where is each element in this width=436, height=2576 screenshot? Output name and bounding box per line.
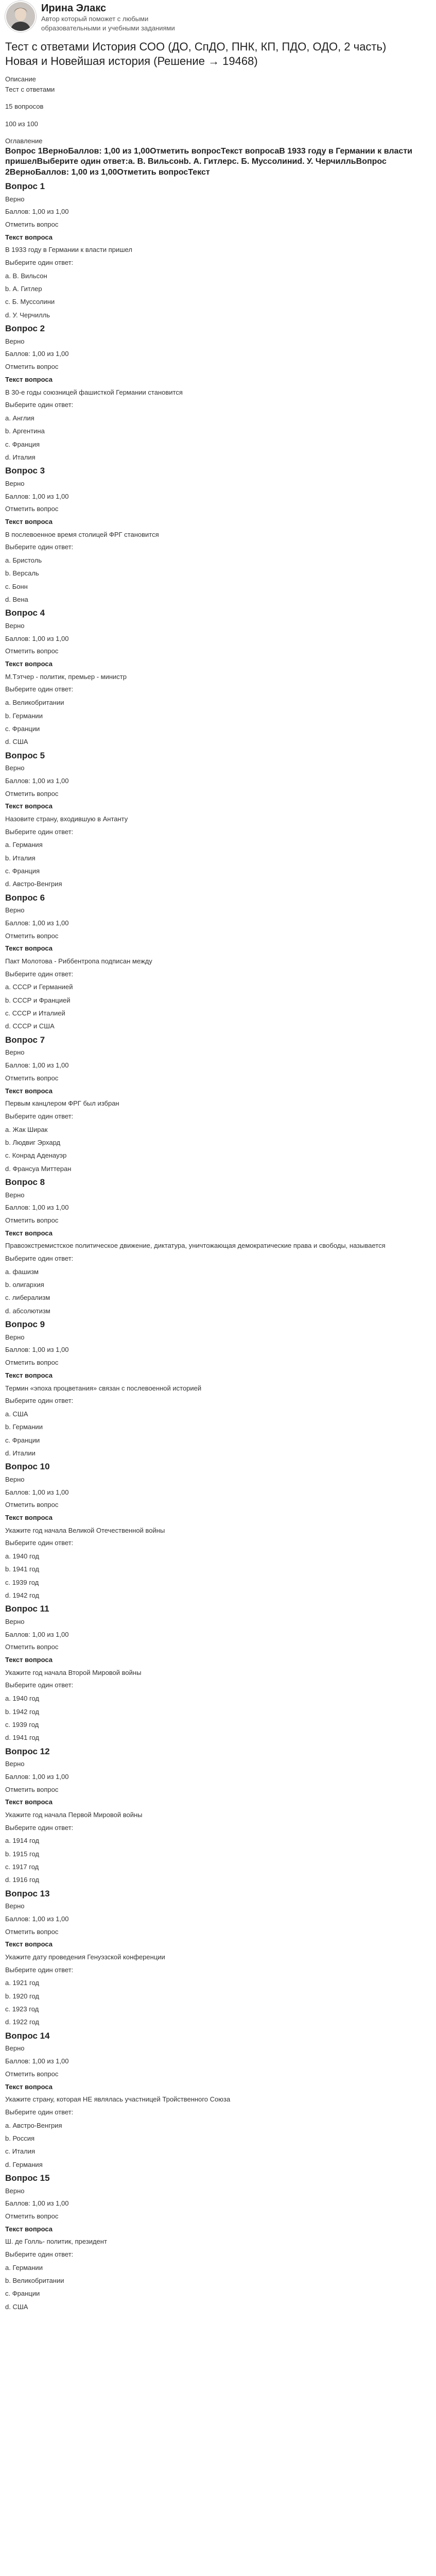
answer-option: d. США bbox=[5, 738, 28, 746]
answer-option: c. Франция bbox=[5, 867, 40, 875]
answer-option: c. Конрад Аденауэр bbox=[5, 1151, 67, 1160]
question-block bbox=[5, 607, 421, 748]
answer-list bbox=[5, 1408, 421, 1460]
flag-question-button[interactable]: Отметить вопрос bbox=[5, 789, 59, 798]
question-title: Вопрос 14 bbox=[5, 2030, 50, 2041]
flag-question-link bbox=[5, 218, 421, 231]
answer-option: b. 1942 год bbox=[5, 1707, 39, 1716]
answer-list bbox=[5, 2261, 421, 2313]
question-title: Вопрос 13 bbox=[5, 1888, 50, 1899]
question-title: Вопрос 3 bbox=[5, 466, 45, 476]
question-title: Вопрос 4 bbox=[5, 608, 45, 618]
question-text-label: Текст вопроса bbox=[5, 944, 53, 953]
answer-option: b. Версаль bbox=[5, 569, 39, 578]
question-status: Верно bbox=[5, 2044, 25, 2053]
answer-option: c. 1939 год bbox=[5, 1720, 39, 1728]
flag-question-button[interactable]: Отметить вопрос bbox=[5, 2212, 59, 2220]
answer-option: b. 1941 год bbox=[5, 1565, 39, 1573]
answer-option: d. У. Черчилль bbox=[5, 311, 50, 319]
answer-option: c. Франция bbox=[5, 440, 40, 448]
question-status: Верно bbox=[5, 479, 25, 487]
answer-option: b. 1920 год bbox=[5, 1992, 39, 2000]
question-block bbox=[5, 892, 421, 1033]
question-points: Баллов: 1,00 из 1,00 bbox=[5, 1772, 69, 1781]
question-text: М.Тэтчер - политик, премьер - министр bbox=[5, 672, 127, 681]
choose-one-label: Выберите один ответ: bbox=[5, 1965, 74, 1974]
question-text-label: Текст вопроса bbox=[5, 2225, 53, 2233]
answer-option: c. Б. Муссолини bbox=[5, 298, 55, 306]
answer-option: b. Германии bbox=[5, 1423, 43, 1431]
answer-option: d. 1916 год bbox=[5, 1876, 39, 1884]
question-points: Баллов: 1,00 из 1,00 bbox=[5, 1488, 69, 1496]
question-text-label: Текст вопроса bbox=[5, 1229, 53, 1237]
question-title: Вопрос 6 bbox=[5, 892, 45, 903]
question-text-label: Текст вопроса bbox=[5, 802, 53, 810]
answer-option: a. В. Вильсон bbox=[5, 272, 47, 280]
score-value: 100 из 100 bbox=[5, 120, 38, 128]
question-text: Ш. де Голль- политик, президент bbox=[5, 2238, 107, 2246]
answer-option: a. Англия bbox=[5, 414, 34, 422]
flag-question-link bbox=[5, 361, 421, 374]
answer-list bbox=[5, 2119, 421, 2171]
answer-option: d. абсолютизм bbox=[5, 1307, 50, 1315]
question-title: Вопрос 11 bbox=[5, 1604, 49, 1614]
question-points: Баллов: 1,00 из 1,00 bbox=[5, 350, 69, 358]
answer-option: a. Великобритании bbox=[5, 699, 64, 707]
answer-option: a. 1914 год bbox=[5, 1837, 39, 1845]
answer-option: c. либерализм bbox=[5, 1294, 50, 1302]
answer-option: c. СССР и Италией bbox=[5, 1009, 65, 1018]
choose-one-label: Выберите один ответ: bbox=[5, 1823, 74, 1832]
question-title: Вопрос 15 bbox=[5, 2173, 50, 2183]
answer-option: c. Франции bbox=[5, 1436, 40, 1444]
question-status: Верно bbox=[5, 1902, 25, 1910]
answer-option: d. Австро-Венгрия bbox=[5, 880, 62, 888]
answer-option: a. фашизм bbox=[5, 1267, 39, 1276]
question-status: Верно bbox=[5, 1048, 25, 1057]
question-points: Баллов: 1,00 из 1,00 bbox=[5, 634, 69, 642]
answer-option: a. СССР и Германией bbox=[5, 983, 73, 991]
question-text-label: Текст вопроса bbox=[5, 1513, 53, 1521]
question-title: Вопрос 5 bbox=[5, 750, 45, 760]
flag-question-link bbox=[5, 1784, 421, 1797]
author-avatar[interactable] bbox=[5, 1, 36, 32]
answer-option: a. США bbox=[5, 1410, 28, 1418]
question-text: Укажите страну, которая НЕ являлась участницей Тройственного Союза bbox=[5, 2095, 231, 2104]
flag-question-link bbox=[5, 1214, 421, 1227]
answer-option: d. Франсуа Миттеран bbox=[5, 1164, 72, 1173]
answer-list bbox=[5, 1976, 421, 2028]
page-title: Тест с ответами История СОО (ДО, СпДО, ПНК, КП, ПДО, ОДО, 2 часть) Новая и Новейшая история (Решение → 19468) bbox=[5, 40, 387, 67]
question-title: Вопрос 7 bbox=[5, 1035, 45, 1045]
answer-option: b. СССР и Францией bbox=[5, 996, 71, 1004]
question-status: Верно bbox=[5, 1475, 25, 1483]
question-block bbox=[5, 1888, 421, 2029]
answer-list bbox=[5, 1834, 421, 1886]
question-block bbox=[5, 323, 421, 464]
flag-question-button[interactable]: Отметить вопрос bbox=[5, 2070, 59, 2078]
question-text: Термин «эпоха процветания» связан с послевоенной историей bbox=[5, 1384, 202, 1392]
question-text: Укажите год начала Второй Мировой войны bbox=[5, 1668, 142, 1676]
question-status: Верно bbox=[5, 906, 25, 914]
question-status: Верно bbox=[5, 1191, 25, 1199]
question-block bbox=[5, 750, 421, 891]
answer-option: c. Бонн bbox=[5, 582, 28, 590]
question-points: Баллов: 1,00 из 1,00 bbox=[5, 492, 69, 500]
flag-question-link bbox=[5, 1641, 421, 1654]
answer-option: a. Жак Ширак bbox=[5, 1125, 48, 1133]
toc-text: Вопрос 1ВерноБаллов: 1,00 из 1,00Отметить вопросТекст вопросаВ 1933 году в Германии к власти пришелВыберите один ответ:a. В. Вильсонb. А. Гитлерc. Б. Муссолиниd. У. ЧерчилльВопрос 2ВерноБаллов: 1,00 из 1,00Отметить вопросТекст bbox=[5, 146, 412, 177]
question-text-label: Текст вопроса bbox=[5, 375, 53, 383]
choose-one-label: Выберите один ответ: bbox=[5, 2108, 74, 2116]
answer-list bbox=[5, 696, 421, 748]
question-block bbox=[5, 1318, 421, 1460]
question-text: Укажите год начала Великой Отечественной войны bbox=[5, 1526, 165, 1534]
question-text-label: Текст вопроса bbox=[5, 660, 53, 668]
answer-option: c. 1939 год bbox=[5, 1578, 39, 1586]
answer-option: a. Германия bbox=[5, 841, 43, 849]
question-text: Укажите год начала Первой Мировой войны bbox=[5, 1810, 143, 1819]
choose-one-label: Выберите один ответ: bbox=[5, 827, 74, 836]
answer-list bbox=[5, 1123, 421, 1175]
answer-list bbox=[5, 412, 421, 464]
question-text-label: Текст вопроса bbox=[5, 1940, 53, 1948]
question-text-label: Текст вопроса bbox=[5, 1656, 53, 1664]
answer-option: d. 1922 год bbox=[5, 2018, 39, 2026]
question-status: Верно bbox=[5, 1333, 25, 1341]
author-description: Автор который поможет с любыми образовательными и учебными заданиями bbox=[41, 15, 175, 32]
flag-question-link bbox=[5, 1926, 421, 1939]
answer-option: a. Германии bbox=[5, 2263, 43, 2272]
question-text: В послевоенное время столицей ФРГ становится bbox=[5, 530, 159, 538]
choose-one-label: Выберите один ответ: bbox=[5, 543, 74, 551]
question-block bbox=[5, 1745, 421, 1887]
answer-option: c. Франции bbox=[5, 2290, 40, 2298]
answer-list bbox=[5, 980, 421, 1032]
question-points: Баллов: 1,00 из 1,00 bbox=[5, 2199, 69, 2208]
answer-option: d. 1942 год bbox=[5, 1591, 39, 1600]
flag-question-button[interactable]: Отметить вопрос bbox=[5, 1359, 59, 1367]
question-points: Баллов: 1,00 из 1,00 bbox=[5, 919, 69, 927]
answer-option: b. 1915 год bbox=[5, 1850, 39, 1858]
flag-question-link bbox=[5, 2210, 421, 2223]
question-text-label: Текст вопроса bbox=[5, 233, 53, 241]
answer-option: b. Великобритании bbox=[5, 2277, 64, 2285]
question-text-label: Текст вопроса bbox=[5, 1798, 53, 1806]
answer-option: b. Германии bbox=[5, 711, 43, 720]
question-text: В 1933 году в Германии к власти пришел bbox=[5, 246, 132, 254]
answer-option: a. Бристоль bbox=[5, 556, 42, 565]
flag-question-button[interactable]: Отметить вопрос bbox=[5, 1501, 59, 1509]
question-title: Вопрос 8 bbox=[5, 1177, 45, 1187]
description-label: Описание bbox=[5, 75, 36, 83]
answer-option: b. Россия bbox=[5, 2134, 35, 2142]
question-status: Верно bbox=[5, 337, 25, 345]
question-status: Верно bbox=[5, 764, 25, 772]
answer-option: d. Вена bbox=[5, 596, 28, 604]
question-status: Верно bbox=[5, 2187, 25, 2195]
flag-question-button[interactable]: Отметить вопрос bbox=[5, 363, 59, 371]
flag-question-link bbox=[5, 2068, 421, 2081]
question-block bbox=[5, 1603, 421, 1744]
choose-one-label: Выберите один ответ: bbox=[5, 685, 74, 693]
answer-option: d. СССР и США bbox=[5, 1022, 55, 1030]
question-block bbox=[5, 1461, 421, 1602]
answer-option: d. Германия bbox=[5, 2160, 43, 2168]
choose-one-label: Выберите один ответ: bbox=[5, 970, 74, 978]
question-points: Баллов: 1,00 из 1,00 bbox=[5, 208, 69, 216]
question-text: Правоэкстремистское политическое движение, диктатура, уничтожающая демократические права и свободы, называется bbox=[5, 1242, 386, 1250]
flag-question-link bbox=[5, 503, 421, 516]
choose-one-label: Выберите один ответ: bbox=[5, 401, 74, 409]
answer-option: b. А. Гитлер bbox=[5, 285, 42, 293]
question-text: В 30-е годы союзницей фашисткой Германии становится bbox=[5, 388, 183, 396]
questions-count: 15 вопросов bbox=[5, 103, 44, 111]
answer-list bbox=[5, 1550, 421, 1602]
question-text-label: Текст вопроса bbox=[5, 1087, 53, 1095]
flag-question-button[interactable]: Отметить вопрос bbox=[5, 1927, 59, 1936]
question-text: Укажите дату проведения Генуэзской конференции bbox=[5, 1953, 165, 1961]
question-title: Вопрос 12 bbox=[5, 1746, 50, 1756]
choose-one-label: Выберите один ответ: bbox=[5, 2250, 74, 2259]
answer-option: a. 1940 год bbox=[5, 1552, 39, 1561]
answer-option: b. Аргентина bbox=[5, 427, 45, 435]
questions-list bbox=[5, 180, 421, 2313]
answer-option: b. Людвиг Эрхард bbox=[5, 1138, 61, 1146]
question-points: Баллов: 1,00 из 1,00 bbox=[5, 1346, 69, 1354]
question-title: Вопрос 10 bbox=[5, 1462, 50, 1472]
question-text: Назовите страну, входившую в Антанту bbox=[5, 815, 128, 823]
question-points: Баллов: 1,00 из 1,00 bbox=[5, 1061, 69, 1070]
answer-option: c. Франции bbox=[5, 724, 40, 733]
question-block bbox=[5, 180, 421, 321]
flag-question-button[interactable]: Отметить вопрос bbox=[5, 1785, 59, 1793]
question-status: Верно bbox=[5, 195, 25, 203]
choose-one-label: Выберите один ответ: bbox=[5, 1112, 74, 1120]
choose-one-label: Выберите один ответ: bbox=[5, 1681, 74, 1689]
question-text-label: Текст вопроса bbox=[5, 517, 53, 526]
choose-one-label: Выберите один ответ: bbox=[5, 1255, 74, 1263]
flag-question-link bbox=[5, 1357, 421, 1369]
question-block bbox=[5, 1034, 421, 1175]
toc-label: Оглавление bbox=[5, 137, 43, 145]
flag-question-button[interactable]: Отметить вопрос bbox=[5, 1643, 59, 1651]
answer-option: c. 1917 год bbox=[5, 1862, 39, 1871]
choose-one-label: Выберите один ответ: bbox=[5, 1397, 74, 1405]
question-text-label: Текст вопроса bbox=[5, 1371, 53, 1379]
question-points: Баллов: 1,00 из 1,00 bbox=[5, 1630, 69, 1638]
question-title: Вопрос 9 bbox=[5, 1319, 45, 1330]
question-block bbox=[5, 1176, 421, 1317]
question-status: Верно bbox=[5, 1760, 25, 1768]
question-text: Первым канцлером ФРГ был избран bbox=[5, 1099, 119, 1108]
answer-option: b. Италия bbox=[5, 854, 36, 862]
question-points: Баллов: 1,00 из 1,00 bbox=[5, 1915, 69, 1923]
answer-option: b. олигархия bbox=[5, 1281, 44, 1289]
flag-question-link bbox=[5, 788, 421, 801]
answer-option: d. США bbox=[5, 2302, 28, 2311]
author-info bbox=[41, 1, 196, 32]
flag-question-link bbox=[5, 1072, 421, 1085]
answer-option: a. Австро-Венгрия bbox=[5, 2121, 62, 2129]
question-block bbox=[5, 2030, 421, 2171]
answer-option: c. Италия bbox=[5, 2147, 35, 2156]
question-text-label: Текст вопроса bbox=[5, 2082, 53, 2091]
flag-question-button[interactable]: Отметить вопрос bbox=[5, 931, 59, 940]
flag-question-link bbox=[5, 1499, 421, 1512]
flag-question-link bbox=[5, 645, 421, 658]
answer-option: d. Италия bbox=[5, 453, 36, 461]
question-status: Верно bbox=[5, 1618, 25, 1626]
question-text: Пакт Молотова - Риббентропа подписан между bbox=[5, 957, 152, 965]
answer-list bbox=[5, 269, 421, 321]
answer-option: a. 1940 год bbox=[5, 1694, 39, 1703]
choose-one-label: Выберите один ответ: bbox=[5, 259, 74, 267]
question-points: Баллов: 1,00 из 1,00 bbox=[5, 776, 69, 785]
answer-list bbox=[5, 554, 421, 606]
avatar-photo-icon bbox=[6, 2, 35, 31]
question-status: Верно bbox=[5, 622, 25, 630]
question-title: Вопрос 1 bbox=[5, 181, 45, 191]
answer-list bbox=[5, 838, 421, 890]
answer-list bbox=[5, 1692, 421, 1744]
description-text: Тест с ответами bbox=[5, 85, 55, 93]
flag-question-button[interactable]: Отметить вопрос bbox=[5, 647, 59, 655]
choose-one-label: Выберите один ответ: bbox=[5, 1539, 74, 1547]
answer-list bbox=[5, 1265, 421, 1317]
flag-question-button[interactable]: Отметить вопрос bbox=[5, 505, 59, 513]
question-block bbox=[5, 465, 421, 606]
flag-question-button[interactable]: Отметить вопрос bbox=[5, 221, 59, 228]
answer-option: d. Италии bbox=[5, 1449, 36, 1457]
author-block bbox=[5, 1, 421, 32]
question-points: Баллов: 1,00 из 1,00 bbox=[5, 2057, 69, 2065]
flag-question-link bbox=[5, 930, 421, 943]
question-title: Вопрос 2 bbox=[5, 324, 45, 334]
author-name[interactable]: Ирина Элакс bbox=[41, 3, 107, 14]
answer-option: d. 1941 год bbox=[5, 1734, 39, 1742]
answer-option: a. 1921 год bbox=[5, 1979, 39, 1987]
question-points: Баллов: 1,00 из 1,00 bbox=[5, 1204, 69, 1212]
flag-question-button[interactable]: Отметить вопрос bbox=[5, 1074, 59, 1082]
flag-question-button[interactable]: Отметить вопрос bbox=[5, 1216, 59, 1224]
answer-option: c. 1923 год bbox=[5, 2005, 39, 2013]
question-block bbox=[5, 2172, 421, 2313]
